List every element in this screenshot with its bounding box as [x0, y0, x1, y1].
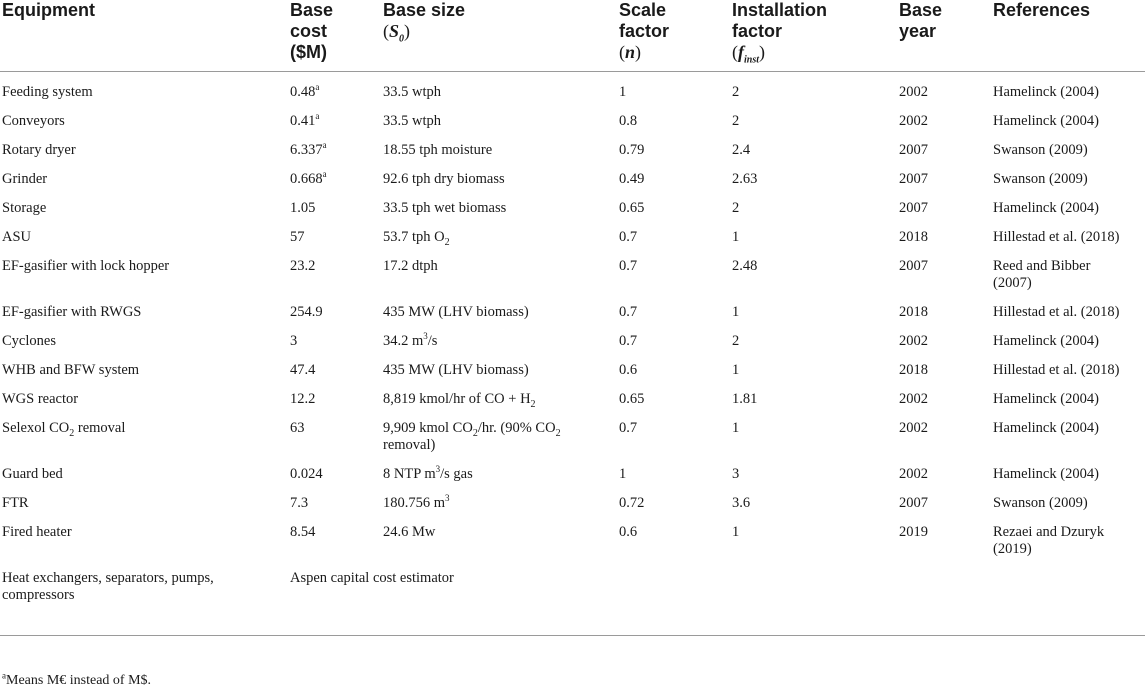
cell-installation-factor: 1	[732, 229, 740, 245]
cell-base-size: 24.6 Mw	[383, 524, 436, 540]
cell-installation-factor: 1	[732, 420, 740, 436]
cell-reference: Swanson (2009)	[993, 171, 1088, 187]
cell-base-cost: 12.2	[290, 391, 316, 407]
cell-base-size: 435 MW (LHV biomass)	[383, 362, 529, 378]
cell-base-year: 2007	[899, 495, 928, 511]
cell-equipment: EF-gasifier with RWGS	[2, 304, 142, 320]
cell-equipment: ASU	[2, 229, 32, 245]
cell-equipment: WGS reactor	[2, 391, 79, 407]
cell-base-year: 2002	[899, 113, 928, 129]
cell-scale-factor: 0.6	[619, 362, 638, 378]
cell-reference: Swanson (2009)	[993, 495, 1088, 511]
cell-base-cost: 23.2	[290, 258, 316, 274]
cell-equipment: Feeding system	[2, 84, 93, 100]
cell-equipment: Heat exchangers, separators, pumps, compressors	[2, 570, 214, 603]
cell-base-size: 34.2 $m^3/s$	[383, 331, 438, 349]
footnote-marker: a	[2, 670, 6, 681]
header-equipment: Equipment	[2, 0, 95, 20]
cell-base-year: 2007	[899, 171, 928, 187]
cell-equipment: Fired heater	[2, 524, 72, 540]
table-row	[0, 385, 1145, 414]
cell-reference: Reed and Bibber (2007)	[993, 258, 1091, 291]
cell-base-cost: 57	[290, 229, 305, 245]
cell-base-cost: 6.337$^a$	[290, 140, 327, 158]
header-base-year: Base year	[899, 0, 943, 41]
cell-reference: Hamelinck (2004)	[993, 333, 1099, 349]
cell-base-size: 180.756 $m^3$	[383, 493, 450, 511]
table-row	[0, 298, 1145, 327]
table-footnote	[2, 672, 151, 689]
cell-scale-factor: 0.49	[619, 171, 645, 187]
cell-equipment: Storage	[2, 200, 47, 216]
header-base-size: Base size $(S_0)$	[383, 0, 466, 45]
cell-merged-estimator: Aspen capital cost estimator	[290, 570, 454, 586]
cell-scale-factor: 1	[619, 466, 627, 482]
cell-base-year: 2007	[899, 200, 928, 216]
cell-reference: Hamelinck (2004)	[993, 84, 1099, 100]
cell-reference: Hamelinck (2004)	[993, 113, 1099, 129]
cell-reference: Hamelinck (2004)	[993, 420, 1099, 436]
cell-scale-factor: 1	[619, 84, 627, 100]
cell-base-size: 92.6 tph dry biomass	[383, 171, 505, 187]
cell-base-cost: 0.48$^a$	[290, 82, 320, 100]
cell-base-year: 2002	[899, 466, 928, 482]
cell-reference: Swanson (2009)	[993, 142, 1088, 158]
cell-installation-factor: 1	[732, 362, 740, 378]
cell-equipment: Grinder	[2, 171, 48, 187]
cell-base-year: 2007	[899, 142, 928, 158]
cell-scale-factor: 0.7	[619, 304, 638, 320]
cell-base-cost: 254.9	[290, 304, 323, 320]
cell-scale-factor: 0.7	[619, 258, 638, 274]
cell-base-year: 2002	[899, 333, 928, 349]
cell-scale-factor: 0.65	[619, 391, 645, 407]
footnote-text: Means M€ instead of M$.	[6, 673, 152, 688]
cell-equipment: Cyclones	[2, 333, 56, 349]
header-installation-factor: Installation factor $(f_{inst})$	[732, 0, 828, 66]
cell-base-year: 2018	[899, 304, 928, 320]
cell-installation-factor: 2	[732, 200, 740, 216]
cell-base-size: 8 NTP $m^3/s$ gas	[383, 464, 473, 482]
cell-scale-factor: 0.6	[619, 524, 638, 540]
cell-installation-factor: 1	[732, 524, 740, 540]
cell-base-year: 2002	[899, 84, 928, 100]
cell-reference: Rezaei and Dzuryk (2019)	[993, 524, 1105, 557]
cell-base-year: 2002	[899, 420, 928, 436]
cell-base-size: 8,819 kmol/hr of CO + $H_2$	[383, 391, 536, 410]
cell-reference: Hillestad et al. (2018)	[993, 229, 1120, 245]
cell-reference: Hillestad et al. (2018)	[993, 362, 1120, 378]
cell-base-size: 18.55 tph moisture	[383, 142, 493, 158]
table-row	[0, 165, 1145, 194]
cell-equipment: Conveyors	[2, 113, 65, 129]
header-base-cost: Base cost ($M)	[290, 0, 334, 62]
table-row	[0, 72, 1145, 108]
table-row	[0, 518, 1145, 564]
cell-base-cost: 0.41$^a$	[290, 111, 320, 129]
cell-base-year: 2007	[899, 258, 928, 274]
table-row	[0, 460, 1145, 489]
table-row	[0, 107, 1145, 136]
table-header-row	[0, 0, 1145, 72]
cell-scale-factor: 0.65	[619, 200, 645, 216]
cell-installation-factor: 2.63	[732, 171, 758, 187]
cell-installation-factor: 2.4	[732, 142, 751, 158]
table-row	[0, 356, 1145, 385]
table-row	[0, 327, 1145, 356]
cell-base-cost: 47.4	[290, 362, 316, 378]
cell-scale-factor: 0.79	[619, 142, 645, 158]
cell-installation-factor: 1.81	[732, 391, 758, 407]
cell-base-cost: 1.05	[290, 200, 316, 216]
table-row	[0, 414, 1145, 460]
table-row	[0, 252, 1145, 298]
cell-base-size: 17.2 dtph	[383, 258, 438, 274]
cell-installation-factor: 2	[732, 84, 740, 100]
cell-base-size: 33.5 wtph	[383, 113, 441, 129]
cell-installation-factor: 2	[732, 333, 740, 349]
cell-scale-factor: 0.72	[619, 495, 645, 511]
cell-base-year: 2019	[899, 524, 928, 540]
table-row	[0, 223, 1145, 252]
cell-base-year: 2018	[899, 362, 928, 378]
cell-equipment: WHB and BFW system	[2, 362, 140, 378]
cell-installation-factor: 2	[732, 113, 740, 129]
cell-base-cost: 3	[290, 333, 298, 349]
cell-scale-factor: 0.7	[619, 420, 638, 436]
cell-base-cost: 0.024	[290, 466, 323, 482]
header-scale-factor: Scale factor (n)	[619, 0, 670, 62]
table-row	[0, 136, 1145, 165]
table-row	[0, 489, 1145, 518]
cell-equipment: EF-gasifier with lock hopper	[2, 258, 170, 274]
cell-base-year: 2018	[899, 229, 928, 245]
cell-reference: Hamelinck (2004)	[993, 466, 1099, 482]
cell-installation-factor: 3.6	[732, 495, 751, 511]
cell-equipment: FTR	[2, 495, 29, 511]
cell-base-size: 53.7 tph $O_2$	[383, 229, 450, 248]
cell-base-size: 435 MW (LHV biomass)	[383, 304, 529, 320]
cell-base-cost: 0.668$^a$	[290, 169, 327, 187]
cell-installation-factor: 2.48	[732, 258, 758, 274]
cell-base-cost: 63	[290, 420, 305, 436]
cell-installation-factor: 3	[732, 466, 740, 482]
cell-base-size: 9,909 kmol $CO_2/hr$. (90% $CO_2$ removal)	[383, 420, 561, 453]
cell-equipment: Selexol $CO_2$ removal	[2, 420, 126, 439]
header-references: References	[993, 0, 1091, 20]
cell-reference: Hillestad et al. (2018)	[993, 304, 1120, 320]
cell-installation-factor: 1	[732, 304, 740, 320]
cell-scale-factor: 0.8	[619, 113, 638, 129]
cell-base-cost: 7.3	[290, 495, 309, 511]
cell-base-cost: 8.54	[290, 524, 316, 540]
cell-base-year: 2002	[899, 391, 928, 407]
cell-scale-factor: 0.7	[619, 333, 638, 349]
table-row	[0, 194, 1145, 223]
cell-equipment: Rotary dryer	[2, 142, 76, 158]
cell-equipment: Guard bed	[2, 466, 63, 482]
cell-base-size: 33.5 tph wet biomass	[383, 200, 507, 216]
table-row	[0, 564, 1145, 636]
cell-reference: Hamelinck (2004)	[993, 200, 1099, 216]
cell-base-size: 33.5 wtph	[383, 84, 441, 100]
cell-scale-factor: 0.7	[619, 229, 638, 245]
cell-reference: Hamelinck (2004)	[993, 391, 1099, 407]
